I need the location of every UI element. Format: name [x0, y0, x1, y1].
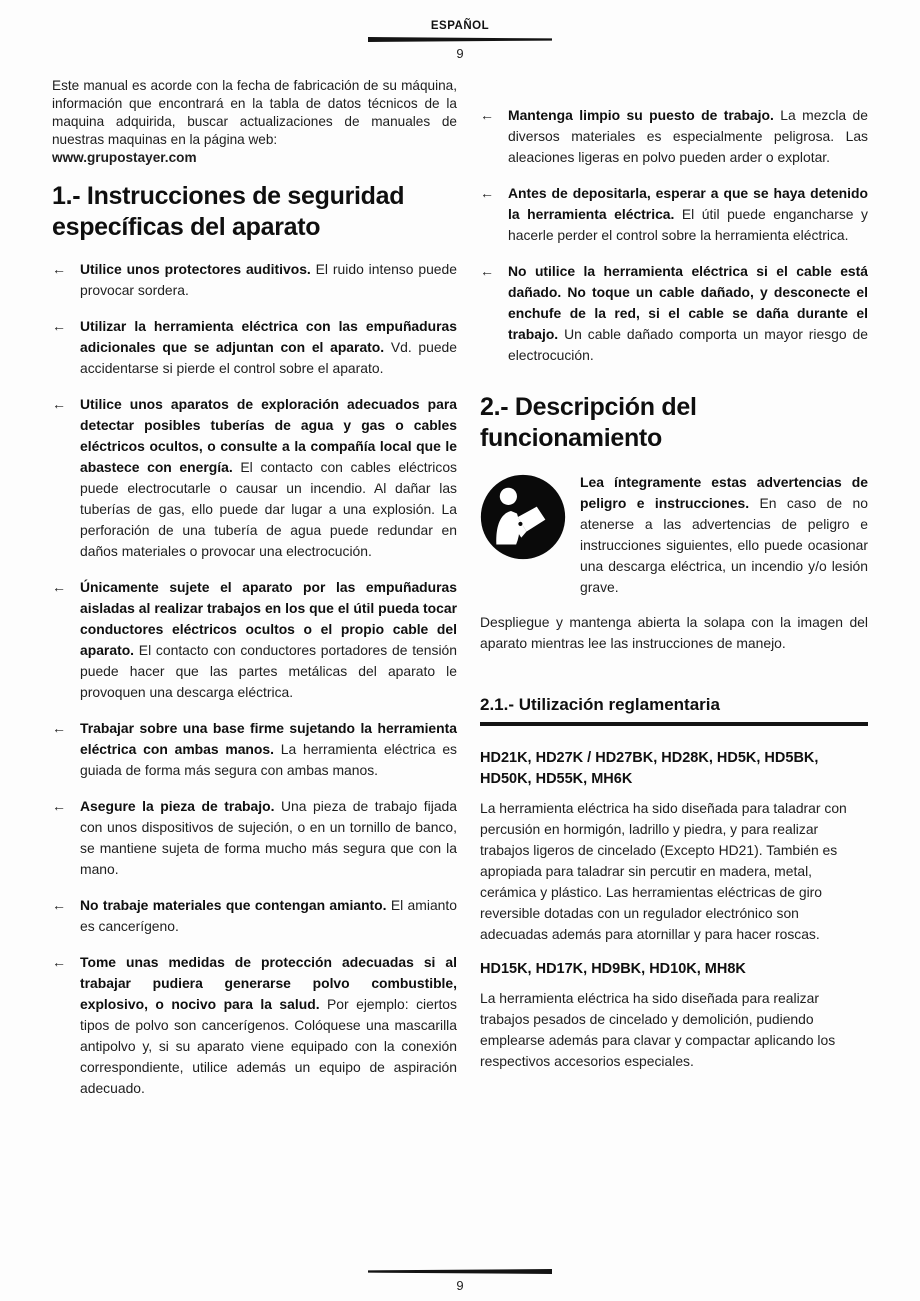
bullet-text: [508, 261, 868, 366]
bullet-body: El útil puede engancharse y hacerle perder el control sobre la herramienta eléctrica.: [508, 206, 869, 243]
bullet-text: [80, 718, 457, 781]
section-2-title: 2.- Descripción del funcionamiento: [480, 393, 697, 452]
arrow-left-icon: ←: [52, 954, 66, 970]
arrow-left-icon: ←: [52, 897, 66, 913]
bullet-lead: Tome unas medidas de protección adecuadas si al trabajar pudiera generarse polvo combustible, explosivo, o nocivo para la salud.: [80, 954, 457, 1012]
intro-paragraph: [52, 77, 457, 167]
website-url[interactable]: www.grupostayer.com: [52, 150, 197, 165]
bullet-lead: Trabajar sobre una base firme sujetando la herramienta eléctrica con ambas manos.: [80, 720, 457, 757]
safety-bullet: [52, 718, 457, 781]
header-rule: [368, 37, 552, 42]
content-columns: [0, 61, 920, 1114]
bullet-lead: Únicamente sujete el aparato por las empuñaduras aisladas al realizar trabajos en los que el útil pueda tocar conductores eléctricos ocultos o el propio cable del aparato.: [80, 579, 457, 658]
section-21-title: 2.1.- Utilización reglamentaria: [480, 695, 720, 714]
page-header: [0, 0, 920, 61]
warning-body: En caso de no atenerse a las advertencias de peligro e instrucciones siguientes, ello puede ocasionar una descarga eléctrica, un incendio y/o lesión grave.: [580, 495, 868, 595]
safety-bullet: [52, 952, 457, 1099]
bullet-text: [80, 259, 457, 301]
language-label: ESPAÑOL: [430, 20, 490, 32]
safety-bullet: [52, 796, 457, 880]
bullet-text: [80, 394, 457, 562]
usage-paragraph-1: La herramienta eléctrica ha sido diseñada para taladrar con percusión en hormigón, ladrillo y piedra, y para realizar trabajos ligeros de cincelado (Excepto HD21). También es apropiada para taladrar sin percutir en madera, metal, cerámica y plástico. Las herramientas eléctricas de giro reversible dotadas con un regulador electrónico son adecuadas además para atornillar y para hacer roscas.: [480, 800, 847, 942]
right-column: [480, 77, 868, 1114]
bullet-body: El amianto es cancerígeno.: [80, 897, 457, 934]
bullet-text: [508, 105, 868, 168]
bullet-text: [508, 183, 868, 246]
bullet-body: El contacto con cables eléctricos puede electrocutarle o causar un incendio. Al dañar las tuberías de gas, ello puede dar lugar a una explosión. La perforación de una tubería de agua puede redundar en daños materiales o provocar una electrocución.: [80, 459, 457, 559]
safety-bullet: [52, 577, 457, 703]
section-21-rule: [480, 722, 868, 726]
bullet-text: [80, 796, 457, 880]
left-column: [52, 77, 457, 1114]
safety-bullet: [52, 394, 457, 562]
arrow-left-icon: ←: [52, 579, 66, 595]
bullet-lead: No utilice la herramienta eléctrica si el cable está dañado. No toque un cable dañado, y desconecte el enchufe de la red, si el cable se daña durante el trabajo.: [508, 263, 868, 342]
bullet-lead: Utilizar la herramienta eléctrica con las empuñaduras adicionales que se adjuntan con el aparato.: [80, 318, 457, 355]
arrow-left-icon: ←: [52, 318, 66, 334]
arrow-left-icon: ←: [52, 261, 66, 277]
bullet-body: El contacto con conductores portadores de tensión puede hacer que las partes metálicas del aparato le provoquen una descarga eléctrica.: [80, 642, 457, 700]
footer-rule: [368, 1269, 552, 1274]
safety-bullet: [480, 105, 868, 168]
bullet-body: Vd. puede accidentarse si pierde el control sobre el aparato.: [80, 339, 457, 376]
bullet-lead: No trabaje materiales que contengan amianto.: [80, 897, 387, 913]
bullet-text: [80, 952, 457, 1099]
page-number-bottom: 9: [456, 1278, 464, 1293]
bullet-text: [80, 577, 457, 703]
arrow-left-icon: ←: [480, 107, 494, 123]
page-footer: [0, 1264, 920, 1293]
model-list-2: HD15K, HD17K, HD9BK, HD10K, MH8K: [480, 961, 746, 977]
read-manual-icon: [480, 474, 566, 560]
safety-bullet: [52, 895, 457, 937]
bullet-body: La mezcla de diversos materiales es especialmente peligrosa. Las aleaciones ligeras en polvo pueden arder o explotar.: [508, 107, 868, 165]
read-manual-warning: [480, 472, 868, 598]
bullet-body: El ruido intenso puede provocar sordera.: [80, 261, 457, 298]
warning-text: [580, 472, 868, 598]
arrow-left-icon: ←: [52, 720, 66, 736]
bullet-lead: Utilice unos aparatos de exploración adecuados para detectar posibles tuberías de agua y gas o cables eléctricos ocultos, o consulte a la compañía local que le abastece con energía.: [80, 396, 457, 475]
bullet-body: Un cable dañado comporta un mayor riesgo de electrocución.: [508, 326, 868, 363]
intro-text: Este manual es acorde con la fecha de fabricación de su máquina, información que encontrará en la tabla de datos técnicos de la maquina adquirida, buscar actualizaciones de manuales de nuestras maquinas en la página web:: [52, 78, 457, 147]
bullet-lead: Mantenga limpio su puesto de trabajo.: [508, 107, 774, 123]
page-number-top: 9: [456, 46, 464, 61]
arrow-left-icon: ←: [480, 185, 494, 201]
safety-bullet: [480, 183, 868, 246]
arrow-left-icon: ←: [52, 798, 66, 814]
section-1-title: 1.- Instrucciones de seguridad específicas del aparato: [52, 182, 405, 241]
deploy-paragraph: Despliegue y mantenga abierta la solapa con la imagen del aparato mientras lee las instrucciones de manejo.: [480, 614, 868, 651]
bullet-lead: Asegure la pieza de trabajo.: [80, 798, 275, 814]
safety-bullet: [480, 261, 868, 366]
bullet-text: [80, 895, 457, 937]
arrow-left-icon: ←: [480, 263, 494, 279]
safety-bullet: [52, 259, 457, 301]
bullet-body: La herramienta eléctrica es guiada de forma más segura con ambas manos.: [80, 741, 457, 778]
model-list-1: HD21K, HD27K / HD27BK, HD28K, HD5K, HD5BK, HD50K, HD55K, MH6K: [480, 750, 819, 787]
warning-lead: Lea íntegramente estas advertencias de peligro e instrucciones.: [580, 474, 868, 511]
arrow-left-icon: ←: [52, 396, 66, 412]
safety-bullet: [52, 316, 457, 379]
bullet-lead: Antes de depositarla, esperar a que se haya detenido la herramienta eléctrica.: [508, 185, 868, 222]
bullet-body: Por ejemplo: ciertos tipos de polvo son cancerígenos. Colóquese una mascarilla antipolvo y, si su aparato viene equipado con la conexión correspondiente, utilice además un equipo de aspiración adecuado.: [80, 996, 457, 1096]
bullet-body: Una pieza de trabajo fijada con unos dispositivos de sujeción, o en un tornillo de banco, se mantiene sujeta de forma mucho más segura que con la mano.: [80, 798, 457, 877]
usage-paragraph-2: La herramienta eléctrica ha sido diseñada para realizar trabajos pesados de cincelado y demolición, pudiendo emplearse además para clavar y compactar aplicando los respectivos accesorios especiales.: [480, 990, 836, 1069]
bullet-lead: Utilice unos protectores auditivos.: [80, 261, 311, 277]
bullet-text: [80, 316, 457, 379]
